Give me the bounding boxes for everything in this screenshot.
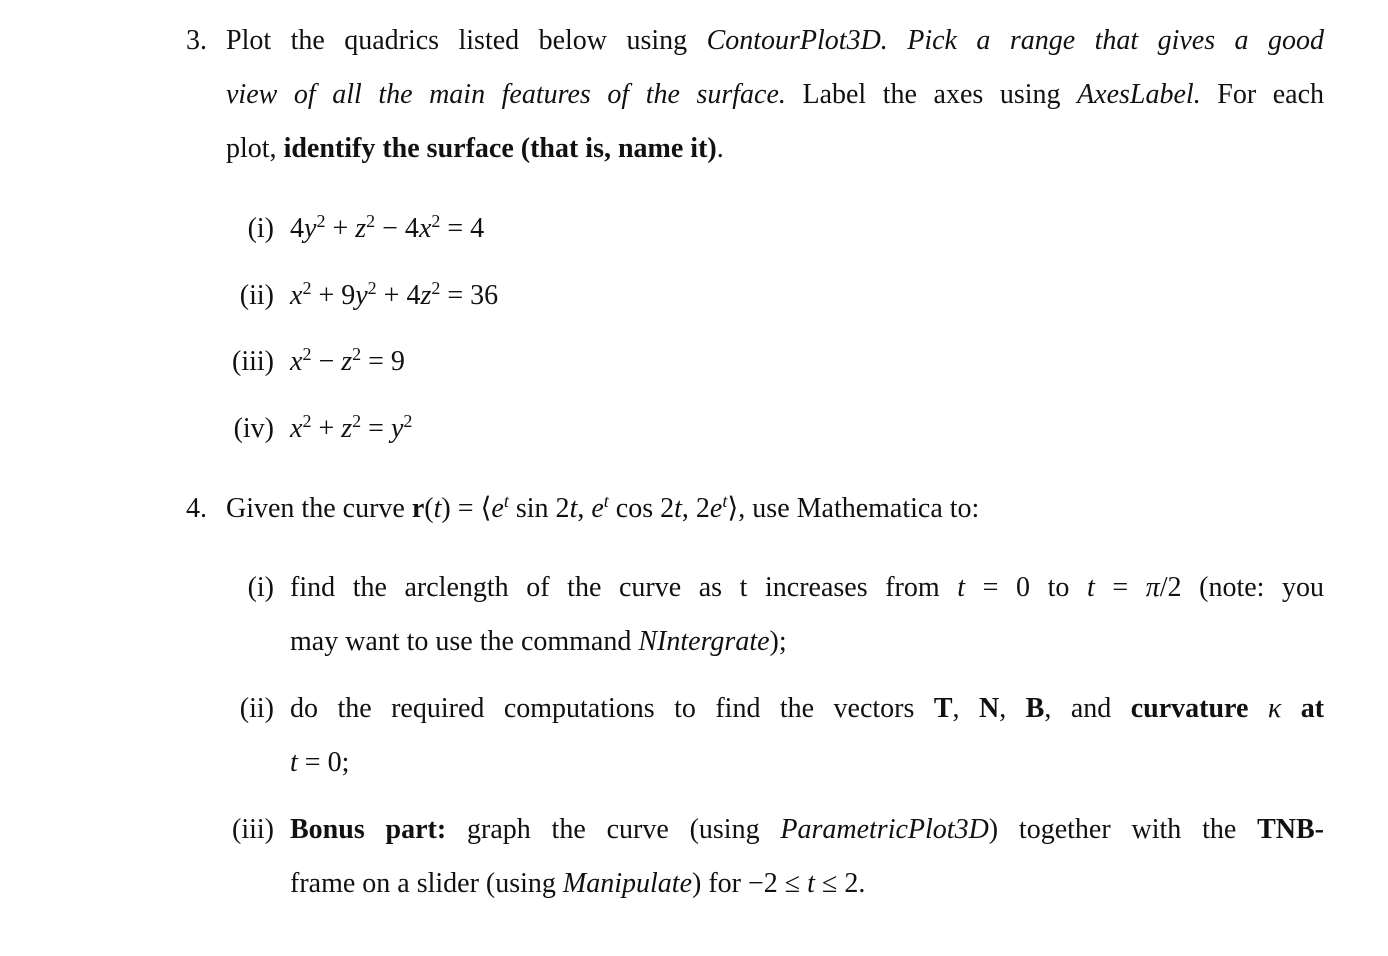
t-interval: −2 ≤ t ≤ 2.	[748, 868, 866, 899]
problem-3-number: 3.	[186, 25, 207, 56]
problem-3-item-label: (ii)	[239, 280, 274, 311]
problem-4-i-line-2: may want to use the command NIntergrate);	[290, 626, 787, 657]
problem-4-item-label: (i)	[247, 572, 274, 603]
problem-4-intro: Given the curve $r(t) = ⟨e^t$ sin 2t, $e^t$ cos 2t, $2e^t⟩$, use Mathematica to:	[226, 491, 980, 524]
problem-4-item-label: (iii)	[232, 814, 274, 845]
equation-iii: $x^2 - z^2 = 9$	[290, 344, 405, 377]
problem-4-ii-line-2: t = 0;	[290, 747, 350, 778]
problem-4-ii-line-1: do the required computations to find the vectors T, N, B, and curvature κ at	[290, 693, 1325, 724]
problem-3-item-label: (i)	[247, 213, 274, 244]
problem-3-line-3: plot, identify the surface (that is, name it).	[226, 133, 724, 164]
problem-4-iii-line-2: frame on a slider (using Manipulate) for −2 ≤ t ≤ 2.	[290, 868, 866, 899]
equation-ii: $x^2 + 9y^2 + 4z^2 = 36$	[290, 278, 499, 311]
problem-3-item-label: (iii)	[232, 346, 274, 377]
equation-iv: $x^2 + z^2 = y^2$	[290, 411, 413, 444]
t-range: t = 0 to t = π/2	[957, 572, 1182, 603]
problem-3-line-1: Plot the quadrics listed below using ContourPlot3D. Pick a range that gives a good	[226, 25, 1324, 56]
curve-formula: $r(t) = ⟨e^t$ sin 2t, $e^t$ cos 2t, $2e^t⟩$	[411, 491, 739, 524]
problem-3-item-label: (iv)	[233, 413, 274, 444]
problem-4-number: 4.	[186, 493, 207, 524]
equation-i: $4y^2 + z^2 - 4x^2 = 4$	[290, 211, 485, 244]
problem-4-item-label: (ii)	[239, 693, 274, 724]
problem-4-i-line-1: find the arclength of the curve as t increases from t = 0 to t = π/2 (note: you	[290, 572, 1325, 603]
problem-3-line-2: view of all the main features of the surface. Label the axes using AxesLabel. For each	[226, 79, 1325, 110]
problem-4-iii-line-1: Bonus part: graph the curve (using ParametricPlot3D) together with the TNB-	[290, 814, 1324, 845]
